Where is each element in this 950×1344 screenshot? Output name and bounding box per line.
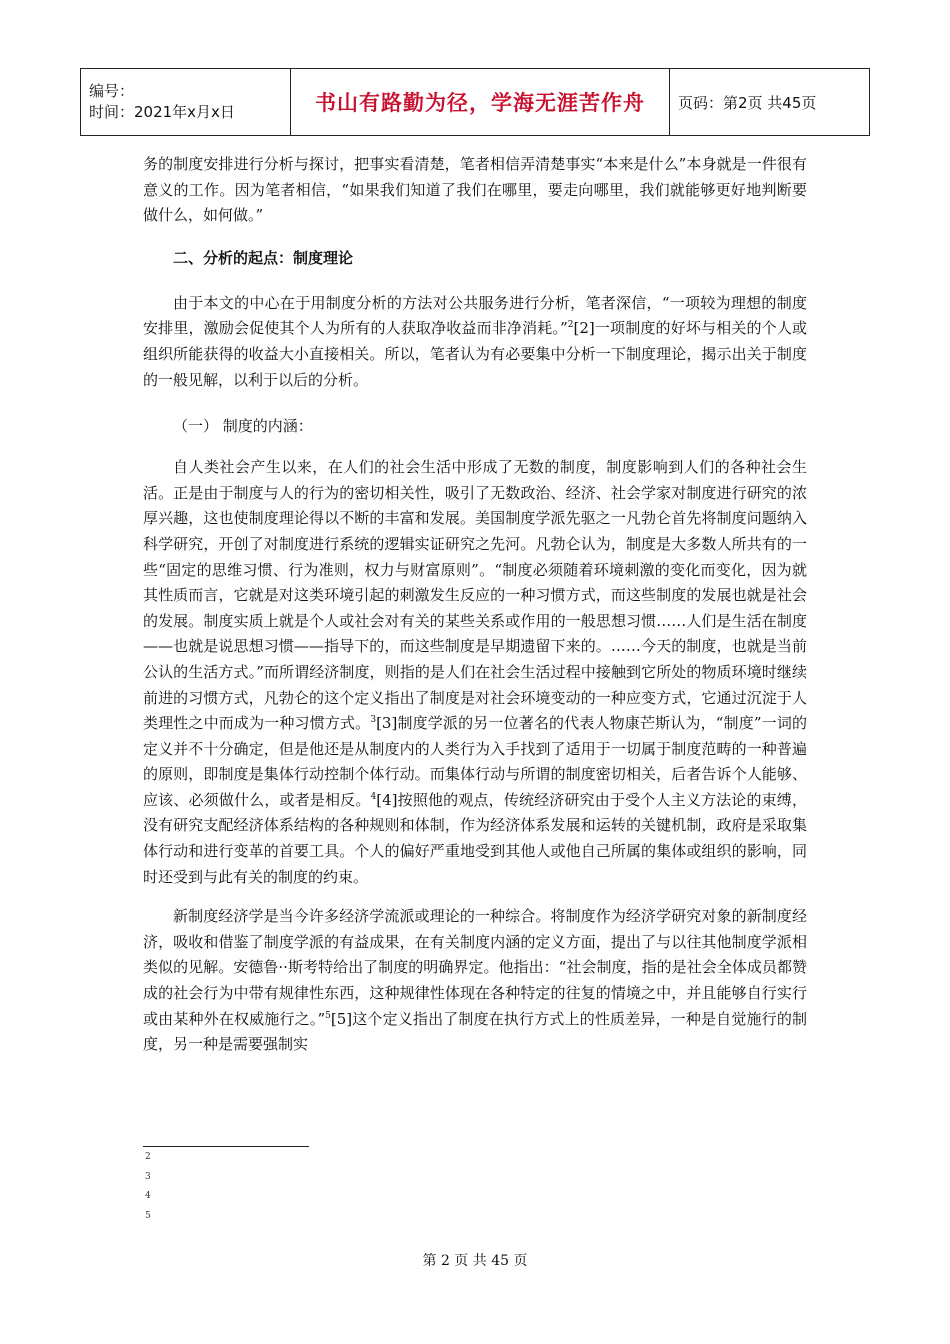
footnote-ref-2: 2: [567, 320, 574, 331]
footnote-ref-3: 3: [370, 715, 377, 726]
footnote-4: 4: [145, 1191, 151, 1201]
header-page-cell: [670, 69, 870, 136]
paragraph-3-text-a: 自人类社会产生以来，在人们的社会生活中形成了无数的制度，制度影响到人们的各种社会生活。正是由于制度与人的行为的密切相关性，吸引了无数政治、经济、社会学家对制度进行研究的浓厚兴趣，这也使制度理论得以不断的丰富和发展。美国制度学派先驱之一凡勃仑首先将制度问题纳入科学研究，开创了对制度进行系统的逻辑实证研究之先河。凡勃仑认为，制度是大多数人所共有的一些“固定的思维习惯、行为准则，权力与财富原则”。“制度必须随着环境刺激的变化而变化，因为就其性质而言，它就是对这类环境引起的刺激发生反应的一种习惯方式，而这些制度的发展也就是社会的发展。制度实质上就是个人或社会对有关的某些关系或作用的一般思想习惯……人们是生活在制度——也就是说思想习惯——指导下的，而这些制度是早期遗留下来的。……今天的制度，也就是当前公认的生活方式。”而所谓经济制度，则指的是人们在社会生活过程中接触到它所处的物质环境时继续前进的习惯方式，凡勃仑的这个定义指出了制度是对社会环境变动的一种应变方式，它通过沉淀于人类理性之中而成为一种习惯方式。: [143, 458, 807, 733]
section-heading: 二、分析的起点：制度理论: [173, 248, 354, 267]
motto-text: 书山有路勤为径，学海无涯苦作舟: [315, 91, 645, 115]
header-motto-cell: [291, 69, 670, 136]
paragraph-3-text-b: [3]制度学派的另一位著名的代表人物康芒斯认为，“制度”一词的定义并不十分确定，但是他还是从制度内的人类行为入手找到了适用于一切属于制度范畴的一种普遍的原则，即制度是集体行动控制个体行动。而集体行动与所谓的制度密切相关，后者告诉个人能够、应该、必须做什么，或者是相反。: [143, 714, 807, 809]
footnote-2: 2: [145, 1152, 151, 1162]
footer-page-number: 第 2 页 共 45 页: [422, 1253, 528, 1269]
footnote-ref-5: 5: [325, 1010, 331, 1021]
subsection-heading: （一） 制度的内涵：: [173, 417, 313, 436]
time-label: 时间：2021年x月x日: [89, 103, 235, 121]
paragraph-2-text-b: [2]一项制度的好坏与相关的个人或组织所能获得的收益大小直接相关。所以，笔者认为有必要集中分析一下制度理论，揭示出关于制度的一般见解，以利于以后的分析。: [143, 319, 807, 389]
page-footer: [0, 1250, 950, 1270]
paragraph-2-text-a: 由于本文的中心在于用制度分析的方法对公共服务进行分析，笔者深信，“一项较为理想的制度安排里，激励会促使其个人为所有的人获取净收益而非净消耗。”: [143, 293, 807, 338]
footnote-3: 3: [145, 1172, 151, 1182]
page-label: 页码：第2页 共45页: [678, 93, 817, 112]
paragraph-2: [143, 291, 807, 393]
paragraph-1: 务的制度安排进行分析与探讨，把事实看清楚，笔者相信弄清楚事实“本来是什么”本身就是一件很有意义的工作。因为笔者相信，“如果我们知道了我们在哪里，要走向哪里，我们就能够更好地判断要做什么，如何做。”: [143, 155, 807, 225]
paragraph-4-text-a: 新制度经济学是当今许多经济学流派或理论的一种综合。将制度作为经济学研究对象的新制度经济，吸收和借鉴了制度学派的有益成果，在有关制度内涵的定义方面，提出了与以往其他制度学派相类似的见解。安德鲁··斯考特给出了制度的明确界定。他指出：“社会制度，指的是社会全体成员都赞成的社会行为中带有规律性东西，这种规律性体现在各种特定的往复的情境之中，并且能够自行实行或由某种外在权威施行之。”: [143, 907, 807, 1028]
number-label: 编号：: [89, 82, 135, 100]
document-body: [143, 152, 807, 1058]
paragraph-4-text-b: [5]这个定义指出了制度在执行方式上的性质差异，一种是自觉施行的制度，另一种是需要强制实: [143, 1009, 807, 1054]
footnote-ref-4: 4: [370, 791, 377, 802]
paragraph-3-text-c: [4]按照他的观点，传统经济研究由于受个人主义方法论的束缚，没有研究支配经济体系结构的各种规则和体制，作为经济体系发展和运转的关键机制，政府是采取集体行动和进行变革的首要工具。个人的偏好严重地受到其他人或他自己所属的集体或组织的影响，同时还受到与此有关的制度的约束。: [143, 790, 807, 886]
paragraph-4: [143, 904, 807, 1058]
footnote-separator: [143, 1146, 309, 1147]
footnote-5: 5: [145, 1211, 151, 1221]
paragraph-3: [143, 455, 807, 890]
document-header: [80, 68, 870, 136]
header-meta-cell: [81, 69, 291, 136]
